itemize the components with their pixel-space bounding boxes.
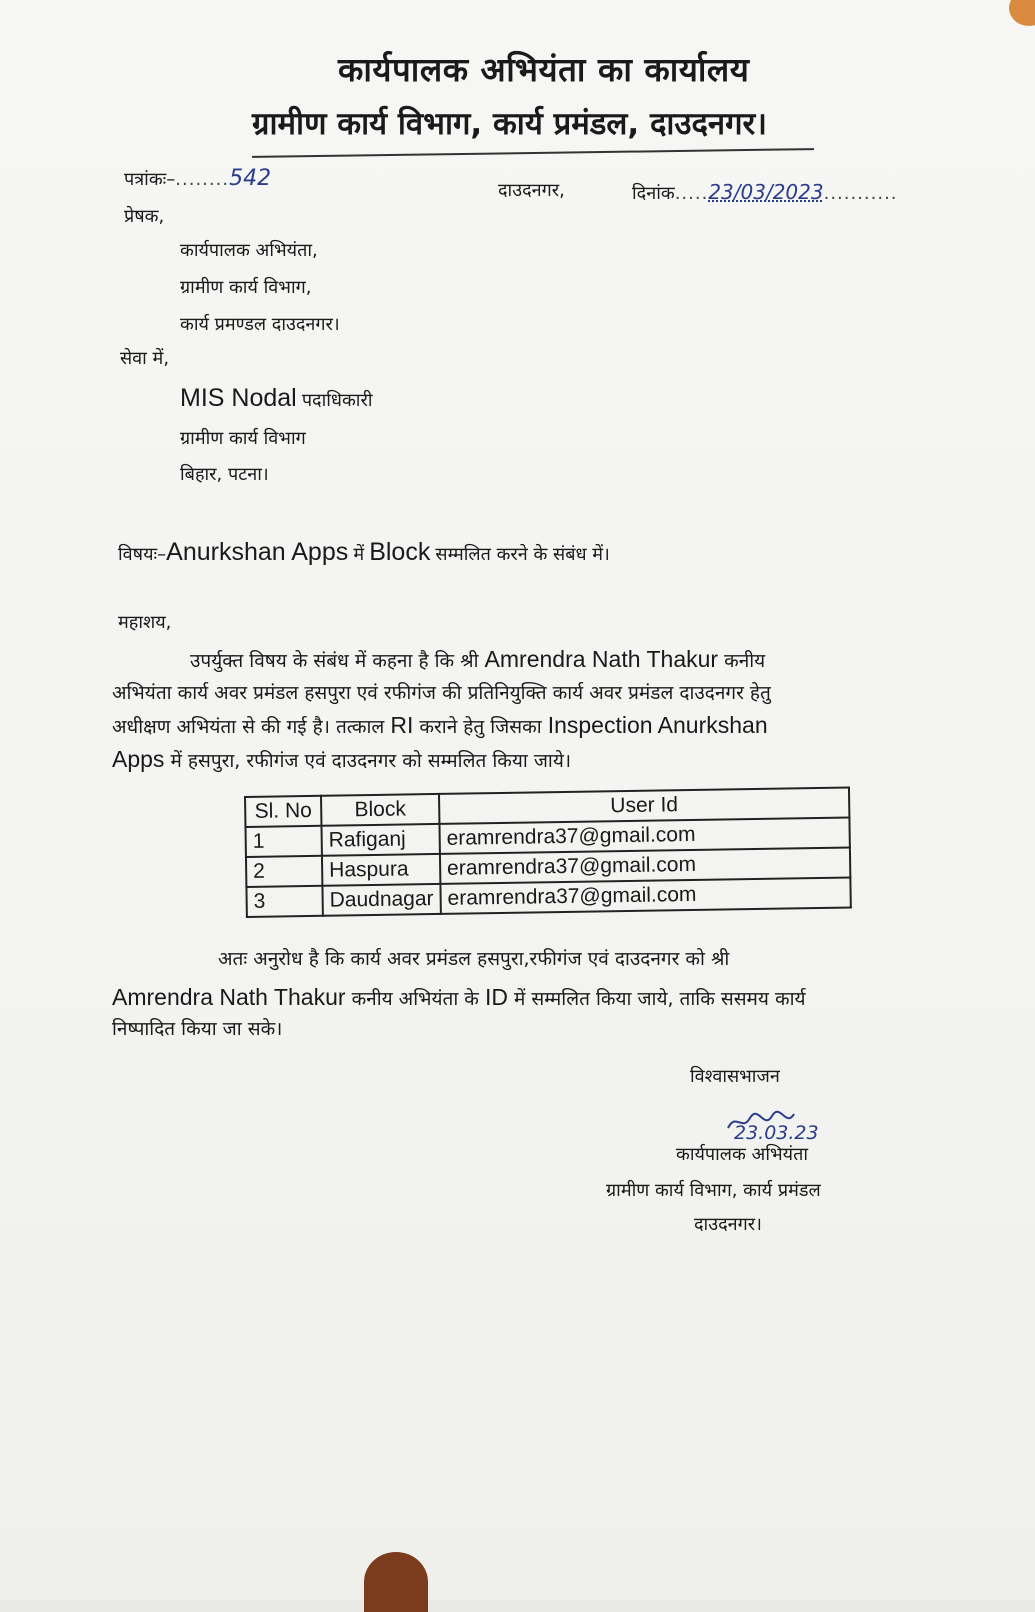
subject-app: Anurkshan Apps xyxy=(166,538,349,566)
cell-sl: 2 xyxy=(246,856,322,887)
request-line-3: निष्पादित किया जा सके। xyxy=(112,1018,283,1040)
body-name: Amrendra Nath Thakur xyxy=(484,646,719,672)
signature-date: 23.03.23 xyxy=(734,1122,819,1144)
sign-off: विश्वासभाजन xyxy=(690,1066,780,1087)
salutation: महाशय, xyxy=(118,612,172,633)
recipient-role-latin: MIS Nodal xyxy=(180,384,297,412)
subject-block: Block xyxy=(369,538,431,566)
ref-number: 542 xyxy=(229,166,272,191)
cell-block: Haspura xyxy=(322,854,440,886)
recipient-line-3: बिहार, पटना। xyxy=(180,464,269,485)
recipient-line-1 xyxy=(180,384,373,413)
letterhead-department: ग्रामीण कार्य विभाग, कार्य प्रमंडल, दाउदनगर। xyxy=(252,106,767,142)
request-2a: कनीय अभियंता के xyxy=(351,988,479,1010)
ref-place: दाउदनगर, xyxy=(498,180,565,201)
subject-text-1: में xyxy=(353,544,365,565)
body-line-1 xyxy=(190,648,765,671)
finger-shadow xyxy=(364,1552,428,1612)
sender-line-1: कार्यपालक अभियंता, xyxy=(180,240,318,261)
closing-department: ग्रामीण कार्य विभाग, कार्य प्रमंडल xyxy=(606,1180,821,1201)
request-line-2 xyxy=(112,986,806,1009)
closing-designation: कार्यपालक अभियंता xyxy=(676,1144,808,1165)
body-apps: Apps xyxy=(112,746,165,772)
body-line-2: अभियंता कार्य अवर प्रमंडल हसपुरा एवं रफीगंज की प्रतिनियुक्ति कार्य अवर प्रमंडल दाउदनगर हेतु xyxy=(112,682,771,704)
body-inspection: Inspection Anurkshan xyxy=(547,712,768,738)
date-dots: ..... xyxy=(674,183,709,204)
recipient-line-2: ग्रामीण कार्य विभाग xyxy=(180,428,306,449)
cell-block: Daudnagar xyxy=(322,884,440,916)
request-name: Amrendra Nath Thakur xyxy=(112,984,346,1010)
subject-label: विषयः– xyxy=(118,544,167,565)
date-dots-trail: ........... xyxy=(823,183,898,204)
corner-stain xyxy=(1009,0,1035,26)
ref-number-row xyxy=(124,166,271,191)
request-line-1: अतः अनुरोध है कि कार्य अवर प्रमंडल हसपुरा,रफीगंज एवं दाउदनगर को श्री xyxy=(218,948,730,970)
col-user-id: User Id xyxy=(439,787,849,823)
body-1a: उपर्युक्त विषय के संबंध में कहना है कि श्री xyxy=(190,650,479,672)
date-label: दिनांक xyxy=(632,183,675,204)
cell-user-id: eramrendra37@gmail.com xyxy=(440,877,850,913)
letterhead-office: कार्यपालक अभियंता का कार्यालय xyxy=(338,50,750,89)
body-line-3 xyxy=(112,714,768,737)
cell-sl: 3 xyxy=(246,886,322,917)
col-block: Block xyxy=(321,794,439,826)
body-3b: कराने हेतु जिसका xyxy=(419,716,542,738)
ref-date-row xyxy=(632,180,898,205)
body-4b: में हसपुरा, रफीगंज एवं दाउदनगर को सम्मलित किया जाये। xyxy=(170,750,572,772)
sender-line-2: ग्रामीण कार्य विभाग, xyxy=(180,277,312,298)
block-user-table xyxy=(244,786,852,918)
request-2b: में सम्मलित किया जाये, ताकि ससमय कार्य xyxy=(513,988,806,1010)
cell-user-id: eramrendra37@gmail.com xyxy=(439,817,849,853)
body-ri: RI xyxy=(390,712,414,738)
subject-text-2: सम्मलित करने के संबंध में। xyxy=(435,544,610,565)
recipient-label: सेवा में, xyxy=(120,348,170,369)
recipient-role-hindi: पदाधिकारी xyxy=(301,390,373,411)
body-line-4 xyxy=(112,748,571,771)
closing-place: दाउदनगर। xyxy=(694,1214,762,1235)
cell-sl: 1 xyxy=(245,826,321,857)
ref-label: पत्रांकः– xyxy=(124,169,176,190)
cell-user-id: eramrendra37@gmail.com xyxy=(440,847,850,883)
col-sl-no: Sl. No xyxy=(245,796,321,827)
request-id: ID xyxy=(484,984,508,1010)
cell-block: Rafiganj xyxy=(321,824,439,856)
date-value: 23/03/2023 xyxy=(708,180,824,204)
sender-label: प्रेषक, xyxy=(124,206,165,227)
letterhead-underline xyxy=(252,148,814,158)
sender-line-3: कार्य प्रमण्डल दाउदनगर। xyxy=(180,314,340,335)
body-3a: अधीक्षण अभियंता से की गई है। तत्काल xyxy=(112,716,385,738)
ref-dots: ........ xyxy=(175,169,230,190)
subject-line xyxy=(118,538,610,567)
body-1b: कनीय xyxy=(724,650,766,672)
